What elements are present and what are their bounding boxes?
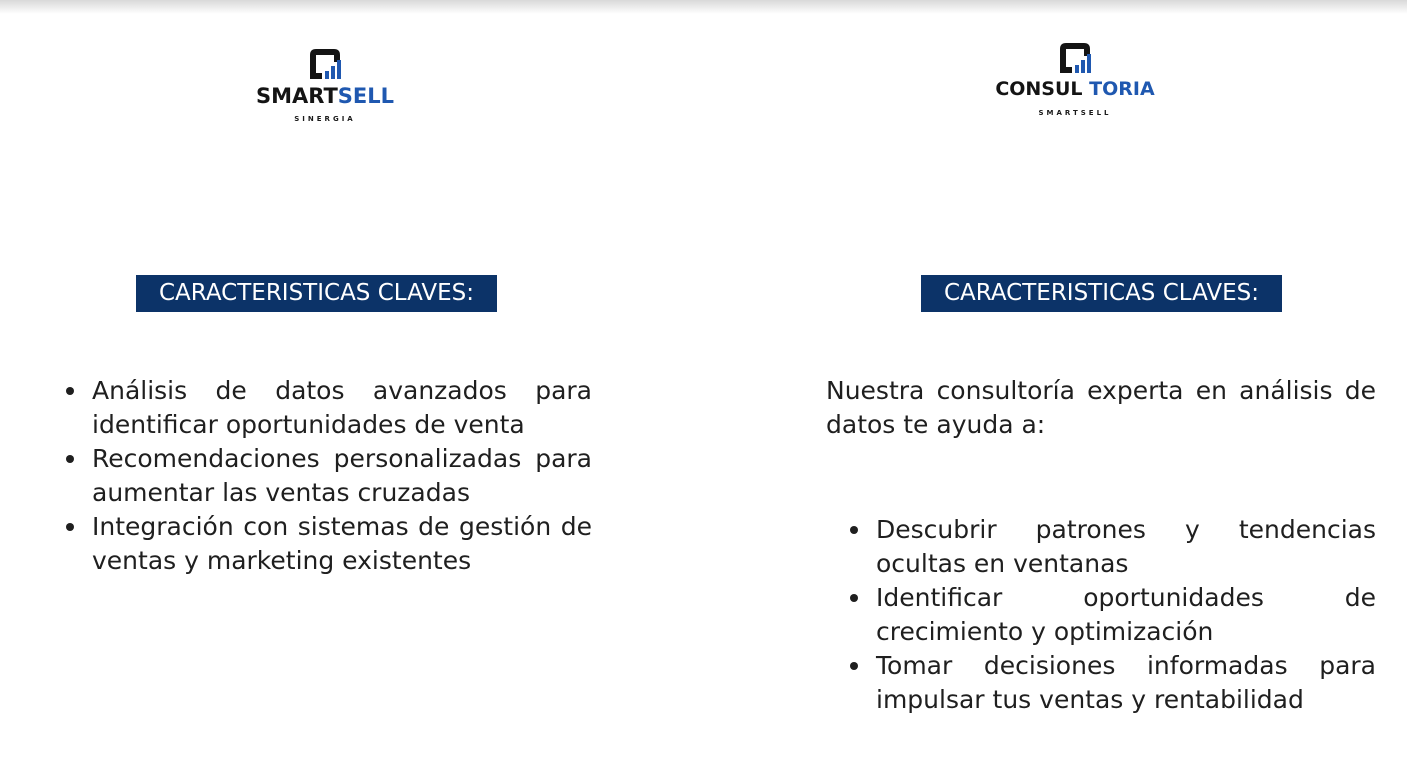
list-item: Descubrir patrones y tendencias ocultas en ventanas xyxy=(846,513,1376,581)
logo-tagline: SINERGIA xyxy=(294,115,356,123)
left-features-list xyxy=(62,374,592,578)
list-item: Análisis de datos avanzados para identificar oportunidades de venta xyxy=(62,374,592,442)
bullet-icon xyxy=(66,455,74,463)
list-item: Tomar decisiones informadas para impulsar tus ventas y rentabilidad xyxy=(846,649,1376,717)
bullet-icon xyxy=(66,523,74,531)
smartsell-logo xyxy=(244,46,406,123)
bullet-icon xyxy=(66,387,74,395)
logo-wordmark: SMARTSELL xyxy=(255,84,395,108)
bar-chart-logo-icon xyxy=(307,46,343,82)
consultoria-logo xyxy=(980,40,1170,117)
bullet-icon xyxy=(850,526,858,534)
top-shadow xyxy=(0,0,1407,14)
right-intro-paragraph: Nuestra consultoría experta en análisis de datos te ayuda a: xyxy=(826,376,1376,439)
right-section-heading: CARACTERISTICAS CLAVES: xyxy=(921,275,1282,312)
list-item: Recomendaciones personalizadas para aumentar las ventas cruzadas xyxy=(62,442,592,510)
bullet-icon xyxy=(850,594,858,602)
bar-chart-logo-icon xyxy=(1057,40,1093,76)
right-features-list xyxy=(846,513,1376,717)
list-item: Identificar oportunidades de crecimiento y optimización xyxy=(846,581,1376,649)
left-section-heading: CARACTERISTICAS CLAVES: xyxy=(136,275,497,312)
list-item: Integración con sistemas de gestión de ventas y marketing existentes xyxy=(62,510,592,578)
logo-tagline: SMARTSELL xyxy=(1038,109,1112,117)
bullet-icon xyxy=(850,662,858,670)
logo-wordmark: CONSUL TORIA xyxy=(995,78,1155,100)
